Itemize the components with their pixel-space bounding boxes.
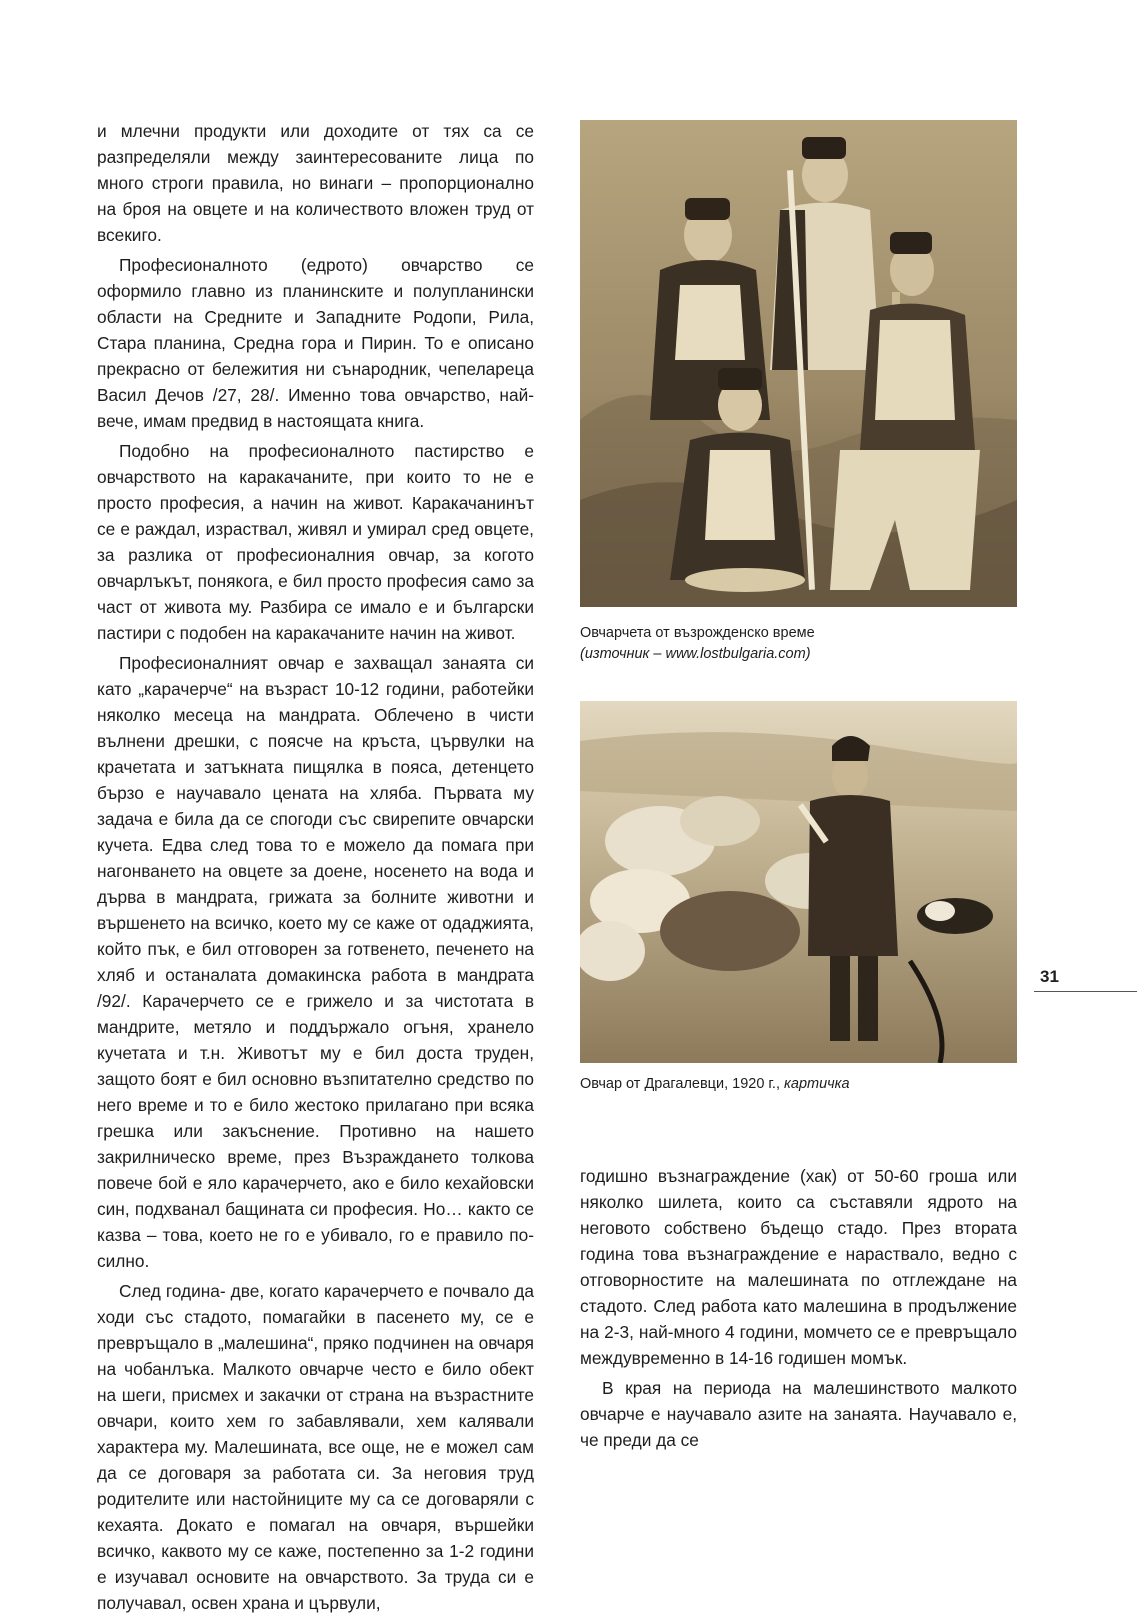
page-number-rule <box>1034 991 1137 992</box>
photo-shepherd-boys <box>580 120 1017 607</box>
paragraph: годишно възнаграждение (хак) от 50-60 гроша или няколко шилета, които са съставяли ядрото на неговото собствено бъдещо стадо. През втората година това възнаграждение е нараствало, ведно с отговорностите на малешината по отглеждане на стадото. След работа като малешина в продължение на 2-3, най-много 4 години, момчето се е превръщало междувременно в 14-16 годишен момък. <box>580 1166 1017 1368</box>
caption-title: Овчарчета от възрожденско време <box>580 625 815 641</box>
caption-italic: картичка <box>784 1076 850 1092</box>
photo-shepherd-dragalevtsi <box>580 701 1017 1063</box>
left-text-column <box>97 118 534 1616</box>
paragraph: Професионалният овчар е захващал занаята си като „карачерче“ на възраст 10-12 години, работейки няколко месеца на мандрата. Облечено в чисти вълнени дрешки, с поясче на кръста, цървулки на крачетата и затъкната пищялка в пояса, детенцето бързо е научавало цената на хляба. Първата му задача е била да се спогоди със свирепите овчарски кучета. Едва след това то е можело да помага при нагонването на овцете за доене, носенето на вода и дърва в мандрата, грижата за болните животни и вършенето на всичко, което му се каже от одаджията, който пък, е бил отговорен за готвенето, печенето на хляб и останалата домакинска работа в мандрата /92/. Карачерчето се е грижело и за чистотата в мандрите, метяло и поддържало огъня, хранело кучетата и т.н. Животът му е бил доста труден, защото боят е бил основно възпитателно средство по него време и то е било жестоко прилагано при всяка грешка или закъснение. Противно на нашето закрилническо време, през Възраждането толкова повече бой е яло карачерчето, ако е било кехайовски син, подхванал бащината си професия. Но… както се казва – това, което не го е убивало, го е правило по-силно. <box>97 653 534 1271</box>
caption-text: Овчар от Драгалевци, 1920 г., <box>580 1076 785 1092</box>
paragraph: и млечни продукти или доходите от тях са се разпределяли между заинтересованите лица по много строги правила, но винаги – пропорционално на броя на овцете и на количеството вложен труд от всекиго. <box>97 121 534 245</box>
paragraph: Подобно на професионалното пастирство е овчарството на каракачаните, при които то не е просто професия, а начин на живот. Каракачанинът се е раждал, израствал, живял и умирал сред овцете, за разлика от професионалния овчар, за когото овчарлъкът, понякога, е бил просто професия само за част от живота му. Разбира се имало е и български пастири с подобен на каракачаните начин на живот. <box>97 441 534 643</box>
paragraph: В края на периода на малешинството малкото овчарче е научавало азите на занаята. Научавало е, че преди да се <box>580 1378 1017 1450</box>
photo1-caption <box>580 623 1017 665</box>
paragraph: Професионалното (едрото) овчарство се оформило главно из планинските и полупланински области на Средните и Западните Родопи, Рила, Стара планина, Средна гора и Пирин. То е описано прекрасно от бележития ни сънародник, чепелареца Васил Дечов /27, 28/. Именно това овчарство, най-вече, имам предвид в настоящата книга. <box>97 255 534 431</box>
right-text-column <box>580 1163 1017 1453</box>
caption-source: (източник – www.lostbulgaria.com) <box>580 646 811 662</box>
paragraph: След година- две, когато карачерчето е почвало да ходи със стадото, помагайки в пасенето му, се е превръщало в „малешина“, пряко подчинен на овчаря на чобанлъка. Малкото овчарче често е било обект на шеги, присмех и закачки от страна на възрастните овчари, които хем го забавлявали, хем калявали характера му. Малешината, все още, не е можел сам да се договаря за работата си. За неговия труд родителите или настойниците му са се договаряли с кехаята. Докато е помагал на овчаря, вършейки всичко, каквото му се каже, постепенно за 1-2 години е изучавал основите на овчарството. За труда си е получавал, освен храна и цървули, <box>97 1281 534 1613</box>
photo2-caption <box>580 1074 1017 1095</box>
page-number: 31 <box>1040 967 1059 986</box>
